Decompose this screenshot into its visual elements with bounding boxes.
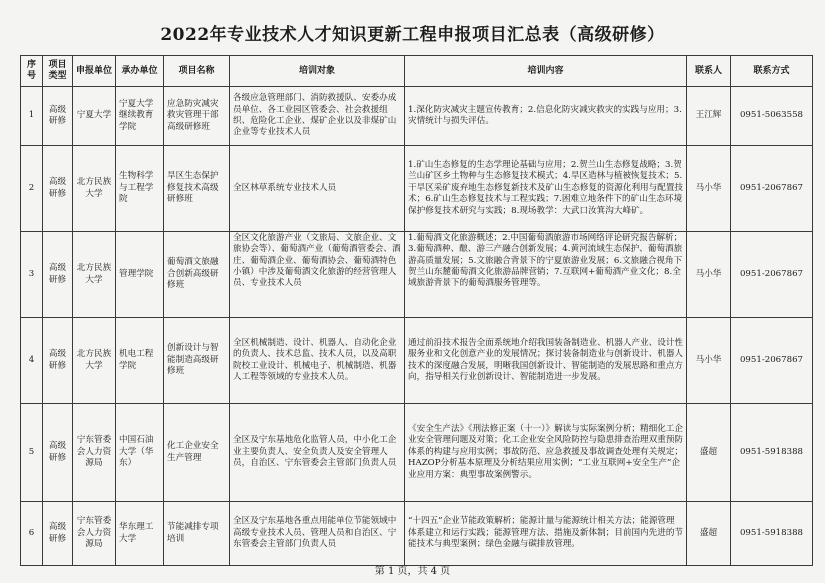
cell-no: 3 xyxy=(21,232,43,318)
header-content: 培训内容 xyxy=(405,56,687,87)
cell-host: 中国石油大学（华东） xyxy=(116,404,164,502)
cell-name: 节能减排专项培训 xyxy=(164,502,230,566)
cell-type: 高级研修 xyxy=(43,318,73,404)
cell-no: 5 xyxy=(21,404,43,502)
cell-name: 创新设计与智能制造高级研修班 xyxy=(164,318,230,404)
cell-phone: 0951-2067867 xyxy=(731,232,813,318)
cell-no: 6 xyxy=(21,502,43,566)
cell-applicant: 宁东管委会人力资源局 xyxy=(73,404,116,502)
cell-applicant: 北方民族大学 xyxy=(73,232,116,318)
table-row xyxy=(21,232,813,318)
cell-name: 应急防灾减灾救灾管理干部高级研修班 xyxy=(164,87,230,146)
cell-contact: 盛超 xyxy=(687,502,731,566)
table-row xyxy=(21,404,813,502)
cell-type: 高级研修 xyxy=(43,232,73,318)
cell-name: 旱区生态保护修复技术高级研修班 xyxy=(164,146,230,232)
cell-content: 1.矿山生态修复的生态学理论基础与应用；2.贺兰山生态修复战略；3.贺兰山矿区乡土物种与生态修复技术模式；4.旱区造林与植被恢复技术；5.干旱区采矿废弃地生态修复新技术及矿山生态修复的资源化利用与配置技术；6.矿山生态修复技术与工程实践；7.困难立地条件下的矿山生态环境保护修复技术研究与实践；8.现场教学：大武口汝箕沟大峰矿。 xyxy=(405,146,687,232)
project-summary-table xyxy=(20,55,813,566)
cell-contact: 王江辉 xyxy=(687,87,731,146)
cell-type: 高级研修 xyxy=(43,404,73,502)
cell-phone: 0951-5063558 xyxy=(731,87,813,146)
header-no: 序号 xyxy=(21,56,43,87)
cell-name: 葡萄酒文旅融合创新高级研修班 xyxy=(164,232,230,318)
cell-host: 生物科学与工程学院 xyxy=(116,146,164,232)
cell-host: 华东理工大学 xyxy=(116,502,164,566)
cell-no: 4 xyxy=(21,318,43,404)
header-phone: 联系方式 xyxy=(731,56,813,87)
cell-content: 1.深化防灾减灾主题宣传教育；2.信息化防灾减灾救灾的实践与应用；3.灾情统计与损失评估。 xyxy=(405,87,687,146)
cell-contact: 马小华 xyxy=(687,146,731,232)
cell-phone: 0951-2067867 xyxy=(731,146,813,232)
cell-phone: 0951-5918388 xyxy=(731,502,813,566)
cell-phone: 0951-2067867 xyxy=(731,318,813,404)
cell-type: 高级研修 xyxy=(43,146,73,232)
cell-target: 全区及宁东基地危化监管人员，中小化工企业主要负责人、安全负责人及安全管理人员，自治区、宁东管委会主管部门负责人员 xyxy=(230,404,405,502)
cell-content: “十四五”企业节能政策解析；能源计量与能源统计相关方法；能源管理体系建立和运行实践；能源管理方法、措施及新体制；目前国内先进的节能技术与典型案例；绿色金融与碳排放管理。 xyxy=(405,502,687,566)
cell-host: 管理学院 xyxy=(116,232,164,318)
header-applicant: 申报单位 xyxy=(73,56,116,87)
cell-target: 各级应急管理部门、消防救援队、安委办成员单位、各工业园区管委会、社会救援组织、危险化工企业、煤矿企业以及非煤矿山企业等专业技术人员 xyxy=(230,87,405,146)
header-contact: 联系人 xyxy=(687,56,731,87)
table-row xyxy=(21,87,813,146)
cell-host: 机电工程学院 xyxy=(116,318,164,404)
cell-type: 高级研修 xyxy=(43,87,73,146)
cell-name: 化工企业安全生产管理 xyxy=(164,404,230,502)
page-footer: 第 1 页，共 4 页 xyxy=(374,566,451,577)
cell-target: 全区及宁东基地各重点用能单位节能领域中高级专业技术人员、管理人员和自治区、宁东管委会主管部门负责人员 xyxy=(230,502,405,566)
cell-type: 高级研修 xyxy=(43,502,73,566)
header-host: 承办单位 xyxy=(116,56,164,87)
table-header-row xyxy=(21,56,813,87)
header-target: 培训对象 xyxy=(230,56,405,87)
cell-phone: 0951-5918388 xyxy=(731,404,813,502)
cell-target: 全区机械制造、设计、机器人、自动化企业的负责人、技术总监、技术人员，以及高职院校工业设计、机械电子、机械制造、机器人工程等领域的专业技术人员。 xyxy=(230,318,405,404)
cell-applicant: 宁东管委会人力资源局 xyxy=(73,502,116,566)
cell-content: 《安全生产法》《刑法修正案（十一）》解读与实际案例分析；精细化工企业安全管理问题及对策；化工企业安全风险防控与隐患排查治理双重预防体系的构建与应用实例；事故防范、应急救援及事故调查处理有关规定；HAZOP分析基本原理及分析结果应用实例；“工业互联网+安全生产”企业应用方案：典型事故案例警示。 xyxy=(405,404,687,502)
cell-applicant: 宁夏大学 xyxy=(73,87,116,146)
table-row xyxy=(21,146,813,232)
page-title: 2022年专业技术人才知识更新工程申报项目汇总表（高级研修） xyxy=(160,25,665,45)
cell-applicant: 北方民族大学 xyxy=(73,146,116,232)
cell-contact: 盛超 xyxy=(687,404,731,502)
header-type: 项目类型 xyxy=(43,56,73,87)
table-row xyxy=(21,318,813,404)
cell-content: 通过前沿技术报告全面系统地介绍我国装备制造业、机器人产业、设计性服务业和文化创意产业的发展情况；探讨装备制造业与创新设计、机器人技术的深度融合发展，明晰我国创新设计、智能制造的发展思路和重点方向，指导相关行业创新设计、智能制造进一步发展。 xyxy=(405,318,687,404)
header-name: 项目名称 xyxy=(164,56,230,87)
cell-content: 1.葡萄酒文化旅游概述；2.中国葡萄酒旅游市场网络评论研究报告解析；3.葡萄酒种、酿、游三产融合创新发展；4.黄河流域生态保护、葡萄酒旅游高质量发展；5.文旅融合背景下的宁夏旅游业发展；6.文旅融合视角下贺兰山东麓葡萄酒文化旅游品牌营销；7.互联网+葡萄酒产业文化；8.全域旅游背景下的葡萄酒服务管理等。 xyxy=(405,232,687,318)
table-row xyxy=(21,502,813,566)
cell-no: 2 xyxy=(21,146,43,232)
cell-no: 1 xyxy=(21,87,43,146)
cell-applicant: 北方民族大学 xyxy=(73,318,116,404)
cell-target: 全区文化旅游产业（文旅局、文旅企业、文旅协会等）、葡萄酒产业（葡萄酒管委会、酒庄、葡萄酒企业、葡萄酒协会、葡萄酒特色小镇）中涉及葡萄酒文化旅游的经营管理人员、专业技术人员 xyxy=(230,232,405,318)
cell-host: 宁夏大学继续教育学院 xyxy=(116,87,164,146)
cell-contact: 马小华 xyxy=(687,318,731,404)
cell-contact: 马小华 xyxy=(687,232,731,318)
cell-target: 全区林草系统专业技术人员 xyxy=(230,146,405,232)
